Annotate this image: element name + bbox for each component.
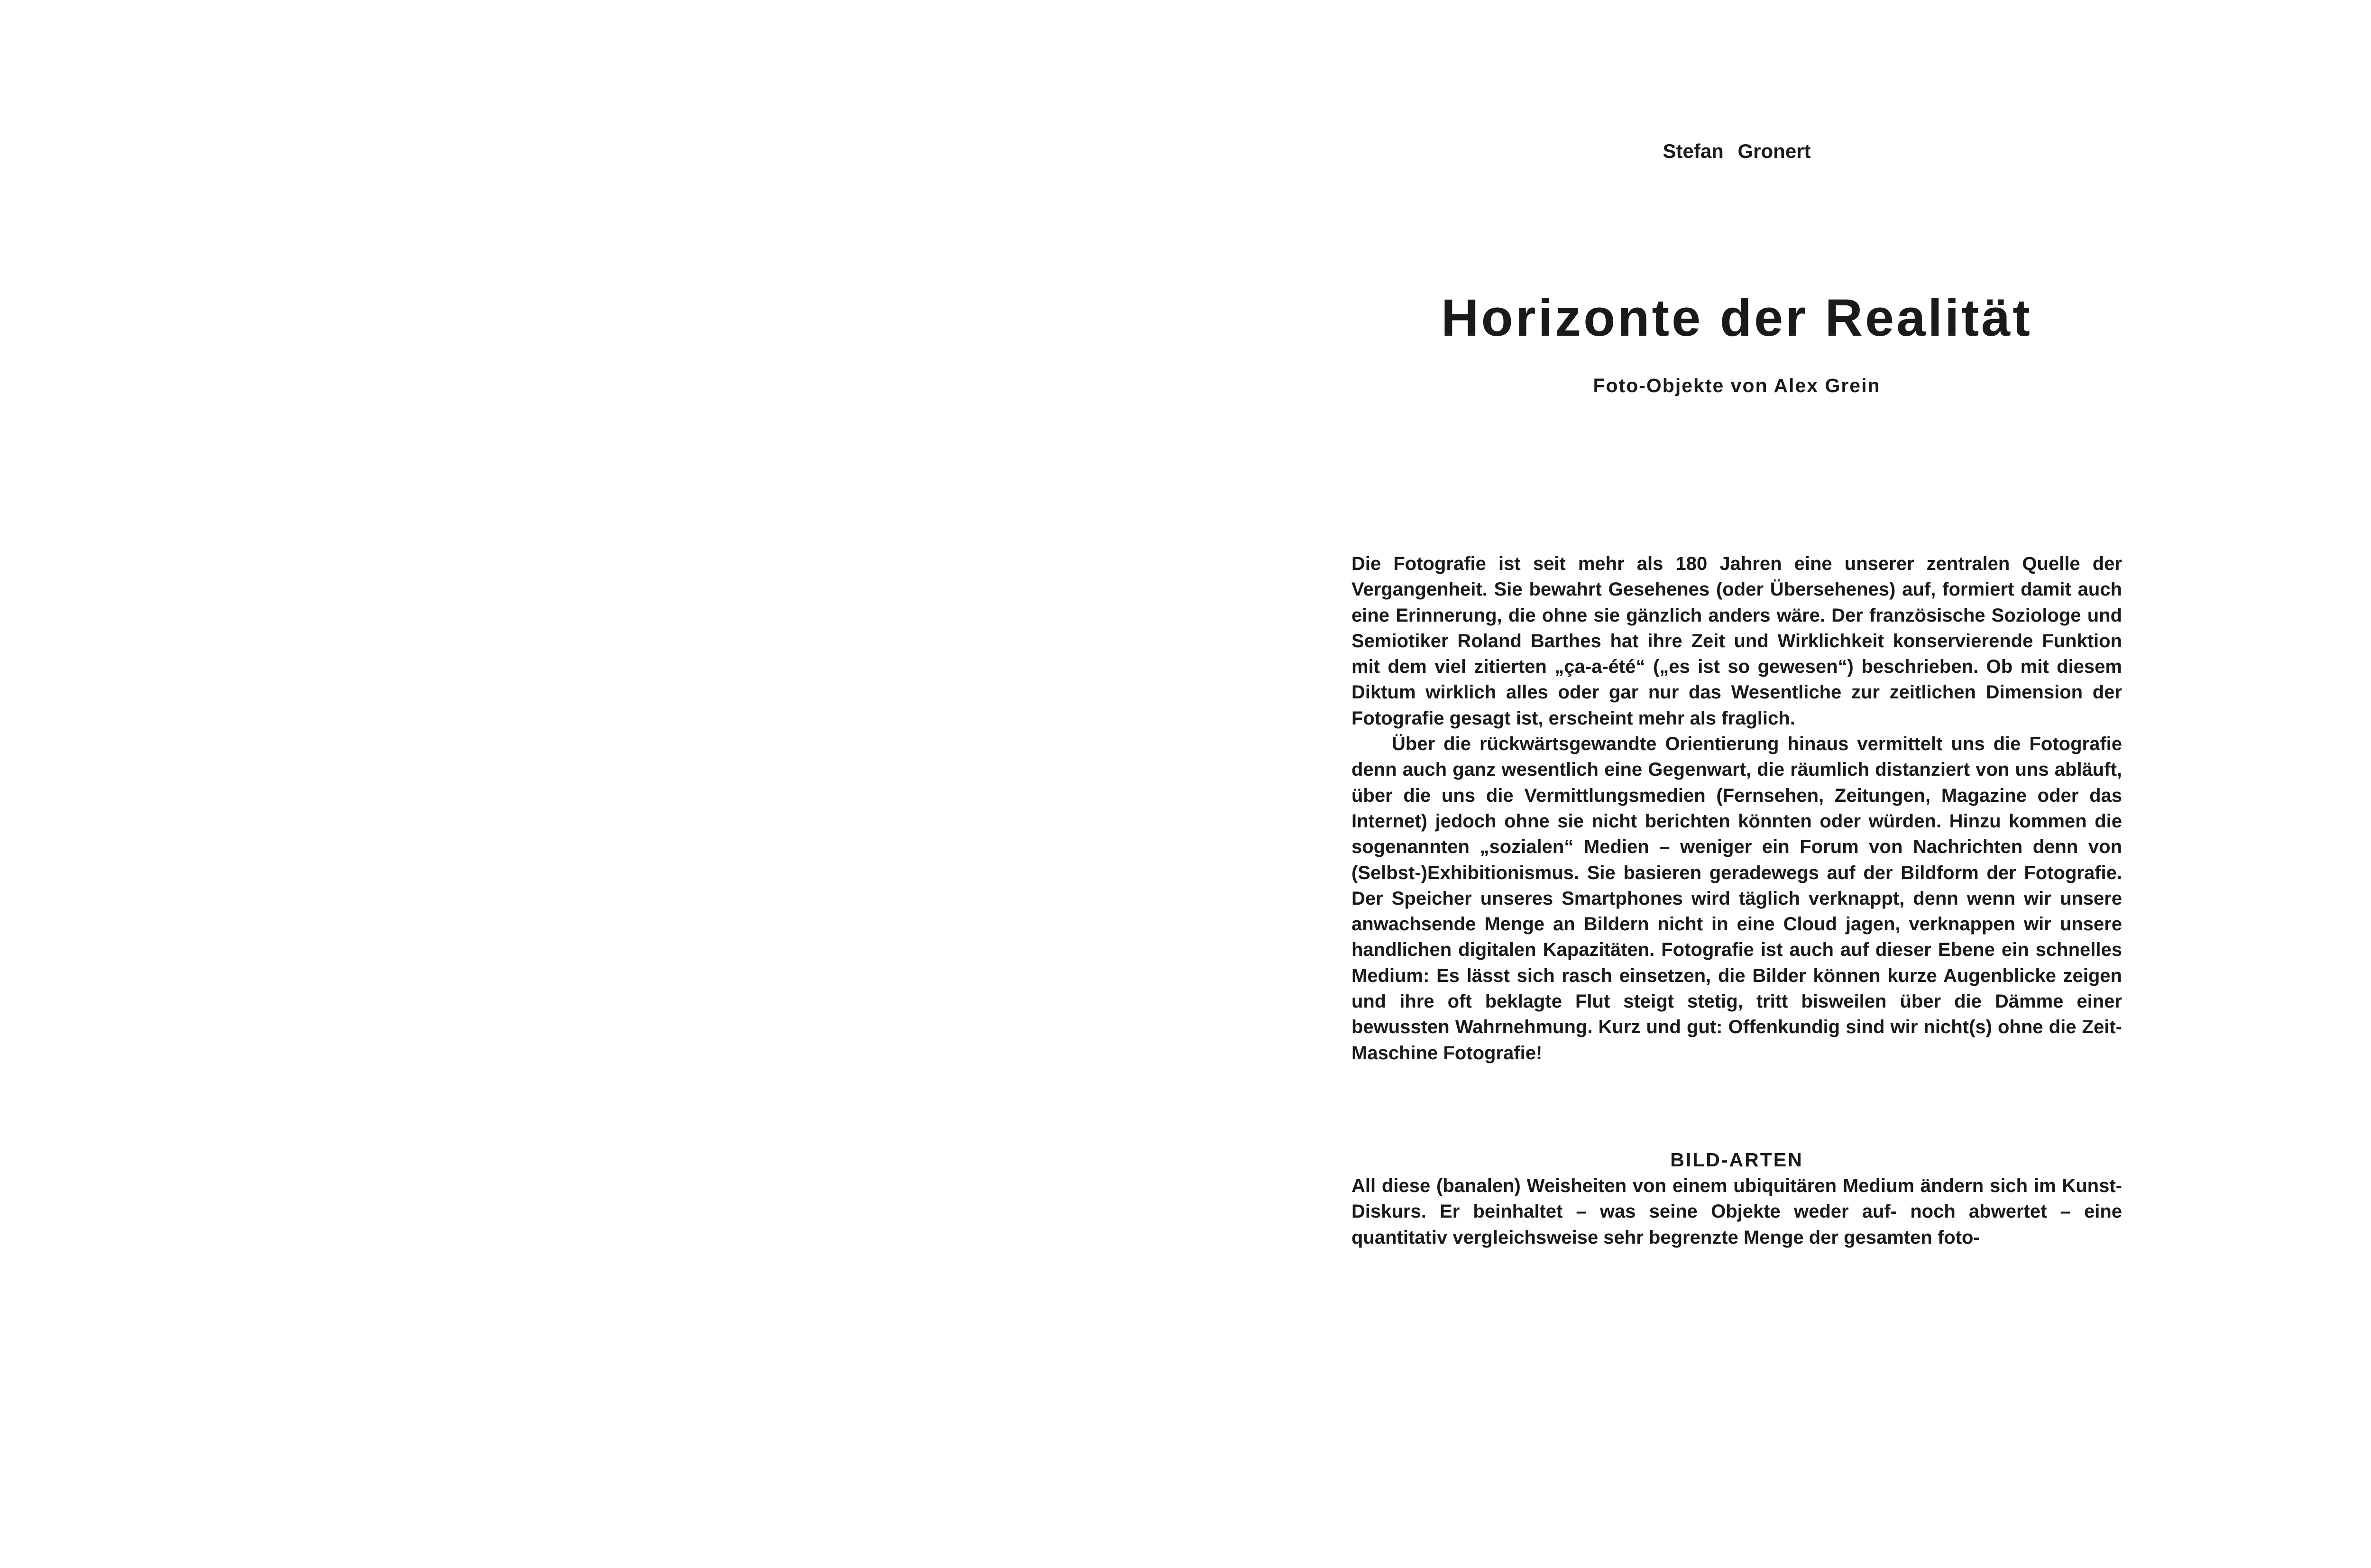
author-name: Stefan Gronert xyxy=(1663,140,1811,162)
page-subtitle: Foto-Objekte von Alex Grein xyxy=(1593,375,1881,396)
section-heading: BILD-ARTEN xyxy=(1670,1149,1803,1171)
section-paragraph: All diese (banalen) Weisheiten von einem ubiquitären Medium ändern sich im Kunst-Diskurs. Er beinhaltet – was seine Objekte weder auf- noch abwertet – eine quantitativ vergleichsweise sehr begrenzte Menge der gesamten foto- xyxy=(1351,1175,2122,1248)
body-paragraph: Die Fotografie ist seit mehr als 180 Jahren eine unserer zentralen Quelle der Vergangenheit. Sie bewahrt Gesehenes (oder Übersehenes) auf, formiert damit auch eine Erinnerung, die ohne sie gänzlich anders wäre. Der französische Soziologe und Semiotiker Roland Barthes hat ihre Zeit und Wirklichkeit konservierende Funktion mit dem viel zitierten „ça-a-été“ („es ist so gewesen“) beschrieben. Ob mit diesem Diktum wirklich alles oder gar nur das Wesentliche zur zeitlichen Dimension der Fotografie gesagt ist, erscheint mehr als fraglich. xyxy=(1351,553,2122,729)
body-text xyxy=(1351,551,2122,1066)
body-paragraph: Über die rückwärtsgewandte Orientierung hinaus vermittelt uns die Fotografie denn auch ganz wesentlich eine Gegenwart, die räumlich distanziert von uns abläuft, über die uns die Vermittlungsmedien (Fernsehen, Zeitungen, Magazine oder das Internet) jedoch ohne sie nicht berichten könnten oder würden. Hinzu kommen die sogenannten „sozialen“ Medien – weniger ein Forum von Nachrichten denn von (Selbst-)Exhibitionismus. Sie basieren geradewegs auf der Bildform der Fotografie. Der Speicher unseres Smartphones wird täglich verknappt, denn wenn wir unsere anwachsende Menge an Bildern nicht in eine Cloud jagen, verknappen wir unsere handlichen digitalen Kapazitäten. Fotografie ist auch auf dieser Ebene ein schnelles Medium: Es lässt sich rasch einsetzen, die Bilder können kurze Augenblicke zeigen und ihre oft beklagte Flut steigt stetig, tritt bisweilen über die Dämme einer bewussten Wahrnehmung. Kurz und gut: Offenkundig sind wir nicht(s) ohne die Zeit-Maschine Fotografie! xyxy=(1351,734,2122,1064)
page-title: Horizonte der Realität xyxy=(1441,289,2032,347)
section-text xyxy=(1351,1173,2122,1250)
